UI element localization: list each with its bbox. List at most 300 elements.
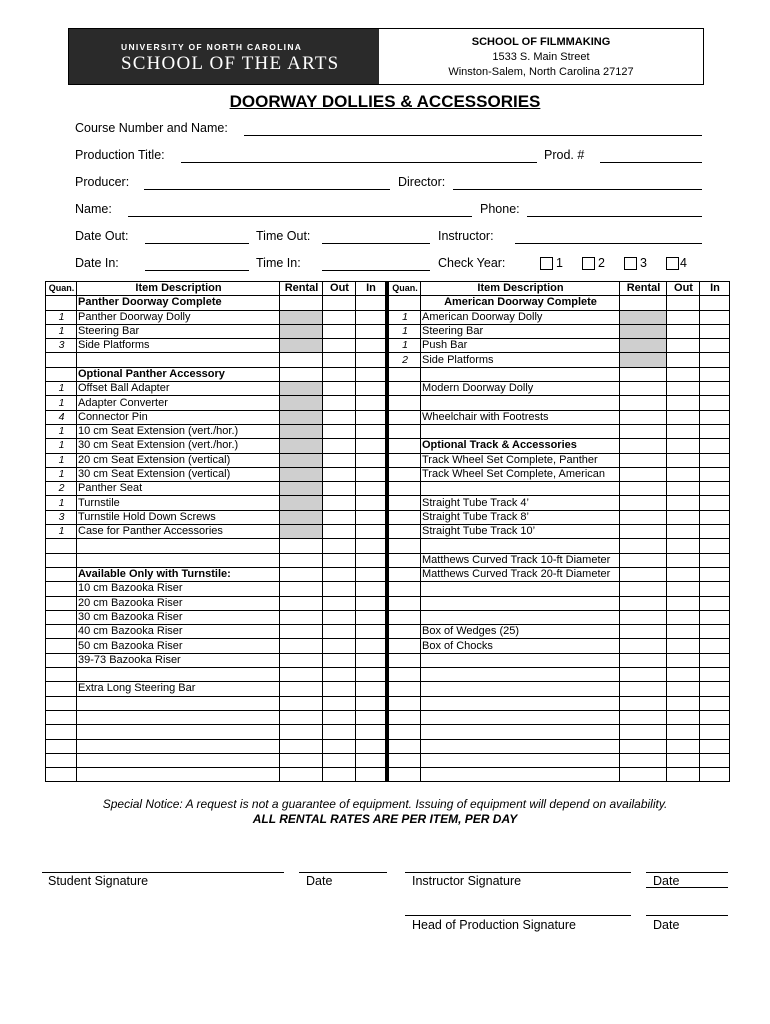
table-row <box>46 553 386 567</box>
in-check-cell[interactable] <box>356 496 386 510</box>
in-check-cell[interactable] <box>700 596 730 610</box>
rental-cell[interactable] <box>620 482 667 496</box>
out-check-cell[interactable] <box>667 382 700 396</box>
in-check-cell[interactable] <box>356 696 386 710</box>
out-check-cell[interactable] <box>323 710 356 724</box>
rental-cell[interactable] <box>620 310 667 324</box>
item-description-cell <box>421 610 620 624</box>
year-4-label: 4 <box>680 256 687 270</box>
out-check-cell[interactable] <box>323 410 356 424</box>
in-check-cell[interactable] <box>356 339 386 353</box>
in-check-cell[interactable] <box>356 296 386 310</box>
rental-cell[interactable] <box>620 639 667 653</box>
year-3-checkbox[interactable] <box>624 257 637 270</box>
rental-cell[interactable] <box>620 753 667 767</box>
out-check-cell[interactable] <box>323 396 356 410</box>
out-check-cell[interactable] <box>667 467 700 481</box>
in-check-cell[interactable] <box>700 682 730 696</box>
in-check-cell[interactable] <box>700 553 730 567</box>
item-description-cell: 39-73 Bazooka Riser <box>77 653 280 667</box>
rental-cell[interactable] <box>280 553 323 567</box>
rental-cell[interactable] <box>620 567 667 581</box>
rental-cell[interactable] <box>280 382 323 396</box>
rental-cell[interactable] <box>280 525 323 539</box>
out-check-cell[interactable] <box>323 353 356 367</box>
quantity-cell <box>389 725 421 739</box>
quantity-cell <box>46 696 77 710</box>
out-check-cell[interactable] <box>323 510 356 524</box>
out-check-cell[interactable] <box>323 310 356 324</box>
out-check-cell[interactable] <box>323 439 356 453</box>
rental-rates-notice: ALL RENTAL RATES ARE PER ITEM, PER DAY <box>252 812 518 826</box>
year-4-checkbox[interactable] <box>666 257 679 270</box>
in-check-cell[interactable] <box>700 339 730 353</box>
in-check-cell[interactable] <box>356 539 386 553</box>
rental-cell[interactable] <box>280 610 323 624</box>
in-check-cell[interactable] <box>356 453 386 467</box>
rental-cell[interactable] <box>280 710 323 724</box>
out-check-cell[interactable] <box>323 668 356 682</box>
rental-cell[interactable] <box>620 510 667 524</box>
item-description-cell: 50 cm Bazooka Riser <box>77 639 280 653</box>
out-check-cell[interactable] <box>667 725 700 739</box>
out-check-cell[interactable] <box>323 596 356 610</box>
in-check-cell[interactable] <box>700 353 730 367</box>
in-check-cell[interactable] <box>700 696 730 710</box>
item-description-cell: Straight Tube Track 10’ <box>421 525 620 539</box>
quantity-cell <box>46 625 77 639</box>
rental-cell[interactable] <box>620 582 667 596</box>
table-header-row <box>389 282 730 296</box>
rental-cell[interactable] <box>280 310 323 324</box>
course-field[interactable] <box>244 135 702 136</box>
in-check-cell[interactable] <box>700 639 730 653</box>
phone-field[interactable] <box>527 216 702 217</box>
item-description-cell <box>421 596 620 610</box>
out-check-cell[interactable] <box>667 696 700 710</box>
course-label: Course Number and Name: <box>75 121 228 135</box>
rental-cell[interactable] <box>620 739 667 753</box>
table-row <box>389 582 730 596</box>
table-row <box>46 310 386 324</box>
out-check-cell[interactable] <box>667 668 700 682</box>
out-check-cell[interactable] <box>323 610 356 624</box>
out-check-cell[interactable] <box>323 653 356 667</box>
out-check-cell[interactable] <box>667 510 700 524</box>
out-check-cell[interactable] <box>323 482 356 496</box>
director-field[interactable] <box>453 189 702 190</box>
rental-cell[interactable] <box>280 753 323 767</box>
instructor-date-line[interactable] <box>646 872 728 873</box>
in-check-cell[interactable] <box>700 610 730 624</box>
time-out-label: Time Out: <box>256 229 311 243</box>
rental-cell[interactable] <box>280 725 323 739</box>
rental-cell[interactable] <box>280 339 323 353</box>
time-out-field[interactable] <box>322 243 430 244</box>
out-check-cell[interactable] <box>667 296 700 310</box>
item-description-cell: American Doorway Dolly <box>421 310 620 324</box>
out-check-cell[interactable] <box>323 339 356 353</box>
in-check-cell[interactable] <box>700 525 730 539</box>
in-check-cell[interactable] <box>700 653 730 667</box>
quantity-cell <box>389 424 421 438</box>
out-check-cell[interactable] <box>667 567 700 581</box>
in-check-cell[interactable] <box>700 582 730 596</box>
in-check-cell[interactable] <box>700 496 730 510</box>
in-check-cell[interactable] <box>356 653 386 667</box>
in-check-cell[interactable] <box>700 296 730 310</box>
quantity-cell <box>46 710 77 724</box>
in-check-cell[interactable] <box>356 396 386 410</box>
student-date-label: Date <box>306 874 333 888</box>
in-check-cell[interactable] <box>356 753 386 767</box>
rental-header: Rental <box>620 282 667 296</box>
item-description-cell: Adapter Converter <box>77 396 280 410</box>
rental-cell[interactable] <box>280 768 323 782</box>
rental-cell[interactable] <box>280 682 323 696</box>
in-check-cell[interactable] <box>700 567 730 581</box>
table-row <box>46 510 386 524</box>
out-check-cell[interactable] <box>667 424 700 438</box>
in-check-cell[interactable] <box>356 424 386 438</box>
out-check-cell[interactable] <box>667 439 700 453</box>
head-signature-label: Head of Production Signature <box>412 918 576 932</box>
in-check-cell[interactable] <box>356 596 386 610</box>
out-check-cell[interactable] <box>667 639 700 653</box>
year-2-checkbox[interactable] <box>582 257 595 270</box>
in-check-cell[interactable] <box>356 382 386 396</box>
out-check-cell[interactable] <box>667 453 700 467</box>
rental-cell[interactable] <box>280 653 323 667</box>
out-check-cell[interactable] <box>667 410 700 424</box>
in-check-cell[interactable] <box>356 482 386 496</box>
table-row <box>389 296 730 310</box>
item-description-cell: Panther Seat <box>77 482 280 496</box>
out-check-cell[interactable] <box>667 610 700 624</box>
in-check-cell[interactable] <box>700 539 730 553</box>
check-year-label: Check Year: <box>438 256 506 270</box>
item-description-cell <box>77 710 280 724</box>
item-description-cell: 10 cm Bazooka Riser <box>77 582 280 596</box>
out-check-cell[interactable] <box>667 525 700 539</box>
table-row <box>389 310 730 324</box>
rental-cell[interactable] <box>620 553 667 567</box>
table-row <box>46 296 386 310</box>
item-description-cell <box>421 682 620 696</box>
quantity-cell <box>389 682 421 696</box>
out-check-cell[interactable] <box>323 296 356 310</box>
quan-header: Quan. <box>389 282 421 296</box>
instructor-field[interactable] <box>515 243 702 244</box>
rental-cell[interactable] <box>620 725 667 739</box>
instructor-label: Instructor: <box>438 229 494 243</box>
quantity-cell <box>389 439 421 453</box>
in-check-cell[interactable] <box>700 510 730 524</box>
item-description-cell: Box of Chocks <box>421 639 620 653</box>
rental-cell[interactable] <box>620 596 667 610</box>
in-check-cell[interactable] <box>356 668 386 682</box>
date-out-field[interactable] <box>145 243 249 244</box>
rental-cell[interactable] <box>620 525 667 539</box>
in-check-cell[interactable] <box>700 739 730 753</box>
in-check-cell[interactable] <box>356 610 386 624</box>
out-check-cell[interactable] <box>667 496 700 510</box>
quantity-cell <box>389 482 421 496</box>
time-in-field[interactable] <box>322 270 430 271</box>
in-check-cell[interactable] <box>700 453 730 467</box>
out-check-cell[interactable] <box>323 525 356 539</box>
rental-cell[interactable] <box>280 668 323 682</box>
date-in-field[interactable] <box>145 270 249 271</box>
item-description-cell: Modern Doorway Dolly <box>421 382 620 396</box>
out-check-cell[interactable] <box>323 768 356 782</box>
rental-cell[interactable] <box>620 682 667 696</box>
quantity-cell <box>389 696 421 710</box>
instructor-signature-line[interactable] <box>405 872 631 873</box>
rental-cell[interactable] <box>280 353 323 367</box>
rental-cell[interactable] <box>620 467 667 481</box>
in-check-cell[interactable] <box>356 467 386 481</box>
rental-cell[interactable] <box>620 367 667 381</box>
quantity-cell: 1 <box>46 382 77 396</box>
out-check-cell[interactable] <box>667 753 700 767</box>
quantity-cell <box>46 739 77 753</box>
rental-cell[interactable] <box>620 653 667 667</box>
rental-cell[interactable] <box>280 739 323 753</box>
rental-cell[interactable] <box>280 410 323 424</box>
out-check-cell[interactable] <box>323 324 356 338</box>
special-notice: Special Notice: A request is not a guarantee of equipment. Issuing of equipment will depend on availability. <box>102 797 668 811</box>
in-check-cell[interactable] <box>700 382 730 396</box>
out-check-cell[interactable] <box>667 339 700 353</box>
in-check-cell[interactable] <box>356 582 386 596</box>
rental-cell[interactable] <box>280 596 323 610</box>
rental-cell[interactable] <box>280 424 323 438</box>
out-check-cell[interactable] <box>323 567 356 581</box>
out-check-cell[interactable] <box>667 396 700 410</box>
rental-cell[interactable] <box>620 696 667 710</box>
in-check-cell[interactable] <box>356 353 386 367</box>
rental-cell[interactable] <box>280 496 323 510</box>
out-check-cell[interactable] <box>667 353 700 367</box>
quantity-cell: 1 <box>389 310 421 324</box>
rental-cell[interactable] <box>280 324 323 338</box>
instructor-date-label: Date <box>653 874 680 888</box>
out-check-cell[interactable] <box>323 739 356 753</box>
rental-cell[interactable] <box>620 410 667 424</box>
item-description-cell: Matthews Curved Track 20-ft Diameter <box>421 567 620 581</box>
in-check-cell[interactable] <box>356 725 386 739</box>
item-description-cell <box>77 696 280 710</box>
in-check-cell[interactable] <box>356 567 386 581</box>
quantity-cell: 3 <box>46 510 77 524</box>
quantity-cell <box>389 582 421 596</box>
rental-cell[interactable] <box>620 768 667 782</box>
out-check-cell[interactable] <box>323 467 356 481</box>
out-check-cell[interactable] <box>323 696 356 710</box>
head-date-line[interactable] <box>646 915 728 916</box>
phone-label: Phone: <box>480 202 520 216</box>
production-title-label: Production Title: <box>75 148 165 162</box>
rental-cell[interactable] <box>280 539 323 553</box>
rental-cell[interactable] <box>280 467 323 481</box>
rental-cell[interactable] <box>620 296 667 310</box>
quantity-cell <box>389 739 421 753</box>
table-row <box>46 596 386 610</box>
out-check-cell[interactable] <box>323 753 356 767</box>
item-description-cell <box>421 668 620 682</box>
in-check-cell[interactable] <box>700 482 730 496</box>
name-field[interactable] <box>128 216 472 217</box>
rental-cell[interactable] <box>620 610 667 624</box>
rental-cell[interactable] <box>620 324 667 338</box>
out-check-cell[interactable] <box>323 553 356 567</box>
out-check-cell[interactable] <box>323 367 356 381</box>
item-description-cell: Track Wheel Set Complete, Panther <box>421 453 620 467</box>
in-check-cell[interactable] <box>700 625 730 639</box>
rental-cell[interactable] <box>620 353 667 367</box>
in-check-cell[interactable] <box>356 439 386 453</box>
rental-cell[interactable] <box>620 668 667 682</box>
in-check-cell[interactable] <box>356 739 386 753</box>
out-check-cell[interactable] <box>323 453 356 467</box>
quantity-cell <box>46 682 77 696</box>
table-row <box>389 625 730 639</box>
out-check-cell[interactable] <box>323 725 356 739</box>
rental-cell[interactable] <box>280 639 323 653</box>
in-check-cell[interactable] <box>700 410 730 424</box>
in-check-cell[interactable] <box>700 668 730 682</box>
in-check-cell[interactable] <box>356 710 386 724</box>
producer-field[interactable] <box>144 189 390 190</box>
rental-cell[interactable] <box>620 496 667 510</box>
in-check-cell[interactable] <box>700 710 730 724</box>
out-check-cell[interactable] <box>323 582 356 596</box>
logo-school-text: SCHOOL OF THE ARTS <box>121 53 340 74</box>
in-check-cell[interactable] <box>356 768 386 782</box>
out-check-cell[interactable] <box>667 553 700 567</box>
in-check-cell[interactable] <box>700 439 730 453</box>
rental-cell[interactable] <box>620 710 667 724</box>
out-check-cell[interactable] <box>667 682 700 696</box>
in-check-cell[interactable] <box>356 310 386 324</box>
rental-cell[interactable] <box>280 396 323 410</box>
out-check-cell[interactable] <box>323 382 356 396</box>
in-check-cell[interactable] <box>700 396 730 410</box>
in-check-cell[interactable] <box>356 625 386 639</box>
rental-cell[interactable] <box>280 696 323 710</box>
rental-cell[interactable] <box>280 439 323 453</box>
item-description-cell: Straight Tube Track 8’ <box>421 510 620 524</box>
in-check-cell[interactable] <box>356 682 386 696</box>
rental-cell[interactable] <box>620 382 667 396</box>
in-check-cell[interactable] <box>356 324 386 338</box>
rental-cell[interactable] <box>280 510 323 524</box>
in-check-cell[interactable] <box>700 424 730 438</box>
rental-cell[interactable] <box>620 439 667 453</box>
out-check-cell[interactable] <box>323 539 356 553</box>
out-check-cell[interactable] <box>667 625 700 639</box>
in-check-cell[interactable] <box>700 310 730 324</box>
in-check-cell[interactable] <box>356 525 386 539</box>
student-date-line[interactable] <box>299 872 387 873</box>
rental-cell[interactable] <box>280 296 323 310</box>
item-description-cell: Straight Tube Track 4’ <box>421 496 620 510</box>
prod-number-field[interactable] <box>600 162 702 163</box>
out-check-cell[interactable] <box>667 653 700 667</box>
production-title-field[interactable] <box>181 162 537 163</box>
item-description-cell: 40 cm Bazooka Riser <box>77 625 280 639</box>
out-check-cell[interactable] <box>323 424 356 438</box>
rental-cell[interactable] <box>620 396 667 410</box>
rental-cell[interactable] <box>620 424 667 438</box>
in-check-cell[interactable] <box>356 639 386 653</box>
in-check-cell[interactable] <box>700 725 730 739</box>
out-check-cell[interactable] <box>667 739 700 753</box>
rental-cell[interactable] <box>280 625 323 639</box>
rental-cell[interactable] <box>620 539 667 553</box>
item-description-cell <box>421 396 620 410</box>
in-check-cell[interactable] <box>700 768 730 782</box>
out-check-cell[interactable] <box>667 596 700 610</box>
item-description-cell: Extra Long Steering Bar <box>77 682 280 696</box>
out-check-cell[interactable] <box>323 639 356 653</box>
quantity-cell <box>46 539 77 553</box>
rental-cell[interactable] <box>280 367 323 381</box>
rental-cell[interactable] <box>620 339 667 353</box>
in-check-cell[interactable] <box>700 324 730 338</box>
out-check-cell[interactable] <box>323 682 356 696</box>
out-check-cell[interactable] <box>667 367 700 381</box>
rental-cell[interactable] <box>620 453 667 467</box>
in-check-cell[interactable] <box>356 410 386 424</box>
in-check-cell[interactable] <box>700 753 730 767</box>
out-check-cell[interactable] <box>667 482 700 496</box>
out-check-cell[interactable] <box>667 310 700 324</box>
table-row <box>389 525 730 539</box>
in-check-cell[interactable] <box>356 553 386 567</box>
item-description-cell <box>421 739 620 753</box>
head-signature-line[interactable] <box>405 915 631 916</box>
quantity-cell <box>46 567 77 581</box>
rental-cell[interactable] <box>280 582 323 596</box>
item-description-cell: Turnstile Hold Down Screws <box>77 510 280 524</box>
out-check-cell[interactable] <box>667 768 700 782</box>
quantity-cell <box>46 639 77 653</box>
out-check-cell[interactable] <box>667 710 700 724</box>
out-check-cell[interactable] <box>667 539 700 553</box>
in-check-cell[interactable] <box>700 367 730 381</box>
quantity-cell <box>389 496 421 510</box>
in-header: In <box>700 282 730 296</box>
student-signature-line[interactable] <box>42 872 284 873</box>
out-check-cell[interactable] <box>667 324 700 338</box>
out-check-cell[interactable] <box>323 496 356 510</box>
table-row <box>389 596 730 610</box>
year-1-checkbox[interactable] <box>540 257 553 270</box>
out-check-cell[interactable] <box>323 625 356 639</box>
in-check-cell[interactable] <box>356 510 386 524</box>
rental-cell[interactable] <box>280 482 323 496</box>
in-check-cell[interactable] <box>356 367 386 381</box>
rental-cell[interactable] <box>280 453 323 467</box>
item-description-cell <box>421 753 620 767</box>
rental-cell[interactable] <box>280 567 323 581</box>
in-check-cell[interactable] <box>700 467 730 481</box>
quantity-cell: 1 <box>46 525 77 539</box>
rental-cell[interactable] <box>620 625 667 639</box>
out-check-cell[interactable] <box>667 582 700 596</box>
